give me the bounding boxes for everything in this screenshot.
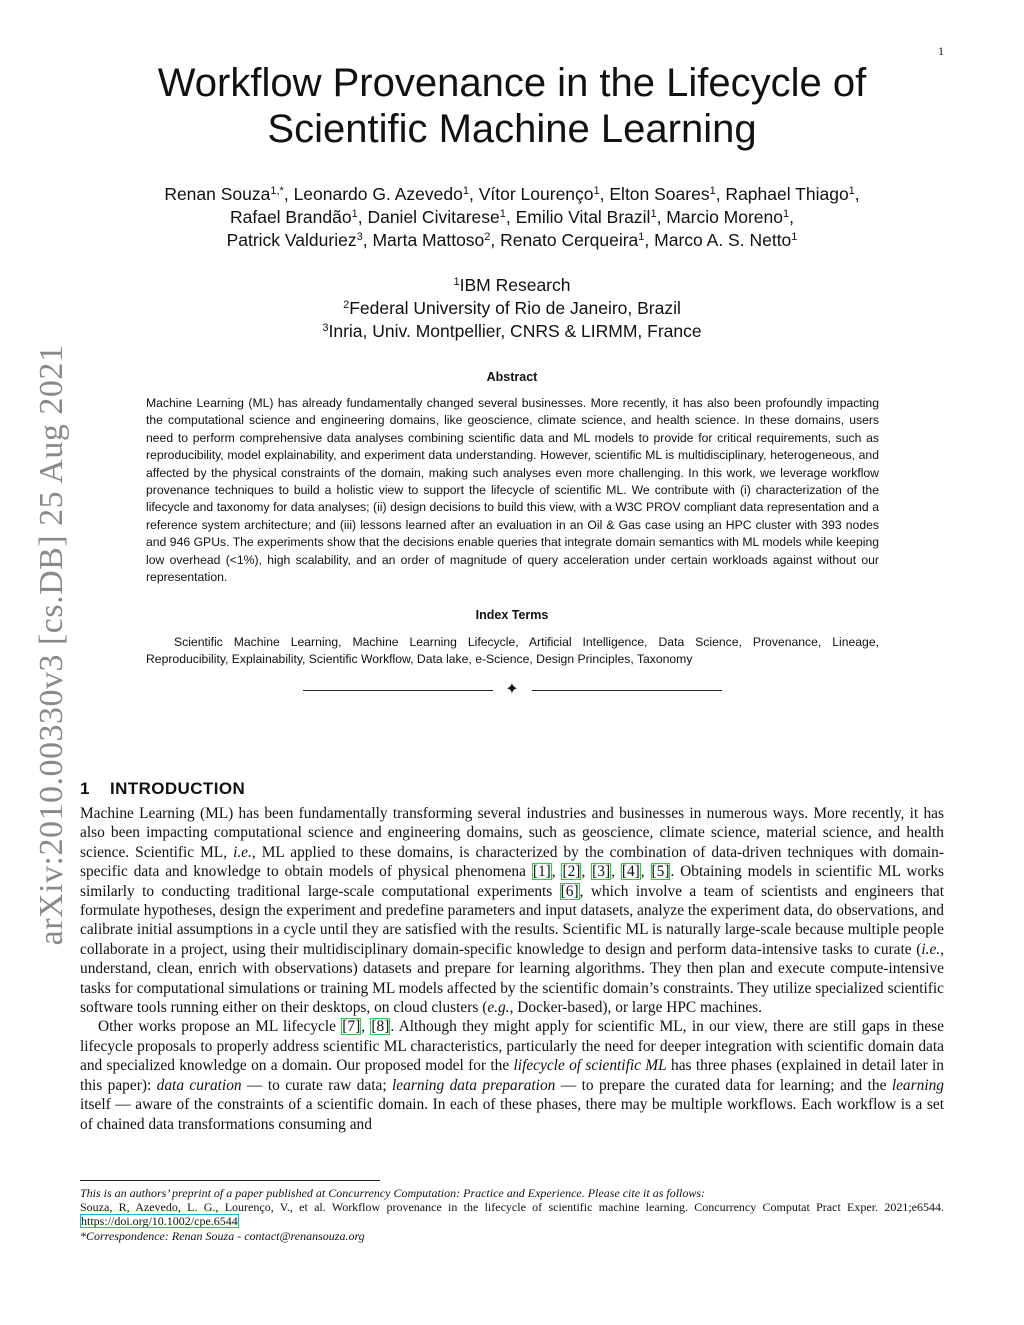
citation-link[interactable]: [5] [651, 863, 670, 881]
author-name: Patrick Valduriez [226, 230, 357, 250]
paragraph-1: Machine Learning (ML) has been fundamentally transforming several industries and businesses in numerous ways. More recently, it has also been impacting computational science and engineering domains, such as geoscience, climate science, material science, and health science. Scientific ML, i.e., ML applied to these domains, is characterized by the combination of data-driven techniques with domain-specific data and knowledge to obtain models of physical phenomena [1], [2], [3], [4], [5]. Obtaining models in scientific ML works similarly to conducting traditional large-scale computational experiments [6], which involve a team of scientists and engineers that formulate hypotheses, design the experiment and predefine parameters and input datasets, analyze the experiment data, do observations, and calibrate initial assumptions in a cycle until they are satisfied with the results. Scientific ML is naturally large-scale because multiple people collaborate in a project, using their multidisciplinary domain-specific knowledge to design and perform data-intensive tasks to curate (i.e., understand, clean, enrich with observations) datasets and prepare for learning algorithms. They then plan and execute compute-intensive tasks for computational simulations or training ML models affected by the scientific domain’s constraints. They utilize specialized scientific software tools running either on their desktops, on cloud clusters (e.g., Docker-based), or large HPC machines. [80, 805, 944, 1017]
affiliation-marker: 1 [499, 208, 506, 220]
text-run: Other works propose an ML lifecycle [98, 1018, 342, 1036]
text-run: — to curate raw data; [241, 1076, 393, 1094]
affiliation-marker: 2 [484, 231, 491, 243]
affiliation-marker: 1 [593, 185, 600, 197]
italic-abbrev: i.e. [233, 843, 252, 861]
text-run: . Although they might apply for scientific ML, in our view, there are still gaps in these lifecycle proposals to properly address scientific ML characteristics, particularly the need for deeper integration with scientific domain data and specialized knowledge on a domain. Our proposed model for the [80, 1018, 944, 1075]
citation-link[interactable]: [2] [562, 863, 581, 881]
text-run: itself — aware of the constraints of a scientific domain. In each of these phases, there may be multiple workflows. Each workflow is a set of chained data transformations consuming and [80, 1096, 944, 1133]
divider-rule-left [303, 690, 493, 691]
section-divider [300, 681, 724, 701]
author-name: , Marcio Moreno [656, 207, 784, 227]
author-name: , Raphael Thiago [715, 184, 849, 204]
affiliation-number: 1 [453, 276, 460, 288]
footnote [80, 1186, 944, 1243]
affiliation-marker: 1 [650, 208, 657, 220]
author-line-3 [100, 229, 924, 252]
abstract-heading: Abstract [486, 370, 538, 384]
author-name: , Renato Cerqueira [490, 230, 639, 250]
abstract-text: Machine Learning (ML) has already fundamentally changed several businesses. More recently, it has also been profoundly impacting the computational science and engineering domains, like geoscience, climate science, and health science. In these domains, users need to perform comprehensive data analyses combining scientific data and ML models to provide for critical requirements, such as reproducibility, model explainability, and experiment data understanding. However, scientific ML is multidisciplinary, heterogeneous, and affected by the physical constraints of the domain, making such analyses even more challenging. In this work, we leverage workflow provenance techniques to build a holistic view to support the lifecycle of scientific ML. We contribute with (i) characterization of the lifecycle and taxonomy for data analyses; (ii) design decisions to build this view, with a W3C PROV compliant data representation and a reference system architecture; and (iii) lessons learned after an evaluation in an Oil & Gas case using an HPC cluster with 393 nodes and 946 GPUs. The experiments show that the decisions enable queries that integrate domain semantics with ML models while keeping low overhead (<1%), high scalability, and an order of magnitude of query acceleration under certain workloads against without our representation. [146, 396, 879, 585]
index-terms-heading: Index Terms [475, 608, 549, 622]
doi-link[interactable]: https://doi.org/10.1002/cpe.6544 [81, 1214, 238, 1229]
title-line-2: Scientific Machine Learning [267, 107, 757, 151]
text-run: , ML applied to these domains, is characterized by the combination of data-driven techniques with domain-specific data and knowledge to obtain models of physical phenomena [80, 843, 944, 881]
text-run: . Obtaining models in scientific ML works similarly to conducting traditional large-scale computational experiments [80, 863, 944, 900]
affiliation-list [100, 274, 924, 343]
affiliation-marker: 1,* [270, 185, 284, 197]
footnote-citation [80, 1200, 944, 1228]
citation-link[interactable]: [1] [532, 863, 551, 881]
italic-term: data curation [156, 1076, 242, 1094]
index-terms-text: Scientific Machine Learning, Machine Learning Lifecycle, Artificial Intelligence, Data Science, Provenance, Lineage, Reproducibility, Explainability, Scientific Workflow, Data lake, e-Science, Design Principles, Taxonomy [146, 635, 879, 667]
affiliation-marker: 1 [462, 185, 469, 197]
affiliation-number: 3 [322, 322, 329, 334]
text-run: , understand, clean, enrich with observations) datasets and prepare for learning algorithms. They then plan and execute compute-intensive tasks for computational simulations or training ML models affected by the scientific domain’s constraints. They utilize specialized scientific software tools running either on their desktops, on cloud clusters ( [80, 940, 944, 1017]
italic-term: learning [891, 1076, 944, 1094]
correspondence-text: *Correspondence: Renan Souza - contact@renansouza.org [80, 1228, 365, 1243]
divider-rule-right [532, 690, 722, 691]
affiliation-marker: 1 [848, 185, 855, 197]
page-number: 1 [938, 44, 944, 58]
footnote-correspondence [80, 1229, 944, 1243]
affiliation-marker: 1 [783, 208, 790, 220]
text-run: , which involve a team of scientists and engineers that formulate hypotheses, design the experiment and predefine parameters and input datasets, analyze the experiment data, do observations, and calibrate initial assumptions in a cycle until they are satisfied with the results. Scientific ML is naturally large-scale because multiple people collaborate in a project, using their multidisciplinary domain-specific knowledge to design and perform data-intensive tasks to curate ( [80, 882, 944, 958]
affiliation-3 [100, 320, 924, 343]
affiliation-name: IBM Research [459, 275, 571, 295]
author-name: , Marta Mattoso [362, 230, 485, 250]
footnote-rule [80, 1180, 380, 1181]
text-run: Machine Learning (ML) has been fundamentally transforming several industries and businesses in numerous ways. More recently, it has also been impacting computational science and engineering domains, such as geoscience, climate science, material science, and health science. Scientific ML, [80, 805, 944, 861]
affiliation-marker: 1 [709, 185, 716, 197]
author-line-2 [100, 206, 924, 229]
preprint-notice-text: This is an authors’ preprint of a paper published at Concurrency Computation: Practice and Experience. Please cite it as follows: [80, 1186, 706, 1200]
section-number: 1 [80, 779, 90, 798]
author-name: Rafael Brandão [229, 207, 352, 227]
separator: , [854, 184, 860, 204]
citation-text: Souza, R, Azevedo, L. G., Lourenço, V., et al. Workflow provenance in the lifecycle of scientific machine learning. Concurrency Computat Pract Exper. 2021;e6544. [80, 1200, 944, 1215]
italic-term: lifecycle of scientific ML [513, 1057, 667, 1075]
text-run: — to prepare the curated data for learning; and the [555, 1076, 892, 1094]
separator: , [789, 207, 795, 227]
citation-link[interactable]: [3] [592, 863, 611, 881]
affiliation-marker: 1 [791, 231, 798, 243]
affiliation-1 [100, 274, 924, 297]
author-name: Renan Souza [164, 184, 271, 204]
affiliation-marker: 1 [351, 208, 358, 220]
citation-link[interactable]: [8] [371, 1018, 390, 1036]
citation-link[interactable]: [7] [342, 1018, 361, 1036]
author-line-1 [100, 183, 924, 206]
italic-abbrev: i.e. [921, 940, 941, 958]
author-name: , Emilio Vital Brazil [505, 207, 651, 227]
text-run: , Docker-based), or large HPC machines. [509, 999, 762, 1017]
author-name: , Vítor Lourenço [469, 184, 594, 204]
title-line-1: Workflow Provenance in the Lifecycle of [157, 61, 867, 105]
affiliation-number: 2 [343, 299, 350, 311]
paper-title [100, 60, 924, 152]
affiliation-marker: 1 [638, 231, 645, 243]
arxiv-identifier: arXiv:2010.00330v3 [cs.DB] 25 Aug 2021 [33, 344, 70, 946]
italic-abbrev: e.g. [487, 999, 510, 1017]
author-list [100, 183, 924, 252]
affiliation-name: Federal University of Rio de Janeiro, Brazil [349, 298, 681, 318]
author-name: , Marco A. S. Netto [644, 230, 792, 250]
introduction-body [80, 804, 944, 1134]
section-title: INTRODUCTION [110, 779, 246, 798]
author-name: , Leonardo G. Azevedo [283, 184, 463, 204]
citation-link[interactable]: [6] [560, 882, 579, 900]
divider-star-icon: ✦ [505, 679, 519, 698]
text-run: has three phases (explained in detail later in this paper): [80, 1057, 945, 1094]
section-heading [80, 779, 245, 799]
citation-link[interactable]: [4] [621, 863, 640, 881]
author-name: , Daniel Civitarese [357, 207, 500, 227]
paragraph-2: Other works propose an ML lifecycle [7], [8]. Although they might apply for scientific ML, in our view, there are still gaps in these lifecycle proposals to properly address scientific ML characteristics, particularly the need for deeper integration with scientific domain data and specialized knowledge on a domain. Our proposed model for the lifecycle of scientific ML has three phases (explained in detail later in this paper): data curation — to curate raw data; learning data preparation — to prepare the curated data for learning; and the learning itself — aware of the constraints of a scientific domain. In each of these phases, there may be multiple workflows. Each workflow is a set of chained data transformations consuming and [80, 1018, 945, 1133]
author-name: , Elton Soares [599, 184, 710, 204]
affiliation-2 [100, 297, 924, 320]
affiliation-marker: 3 [356, 231, 363, 243]
affiliation-name: Inria, Univ. Montpellier, CNRS & LIRMM, France [328, 321, 702, 341]
footnote-preprint-notice [80, 1186, 944, 1200]
italic-term: learning data preparation [392, 1076, 556, 1094]
